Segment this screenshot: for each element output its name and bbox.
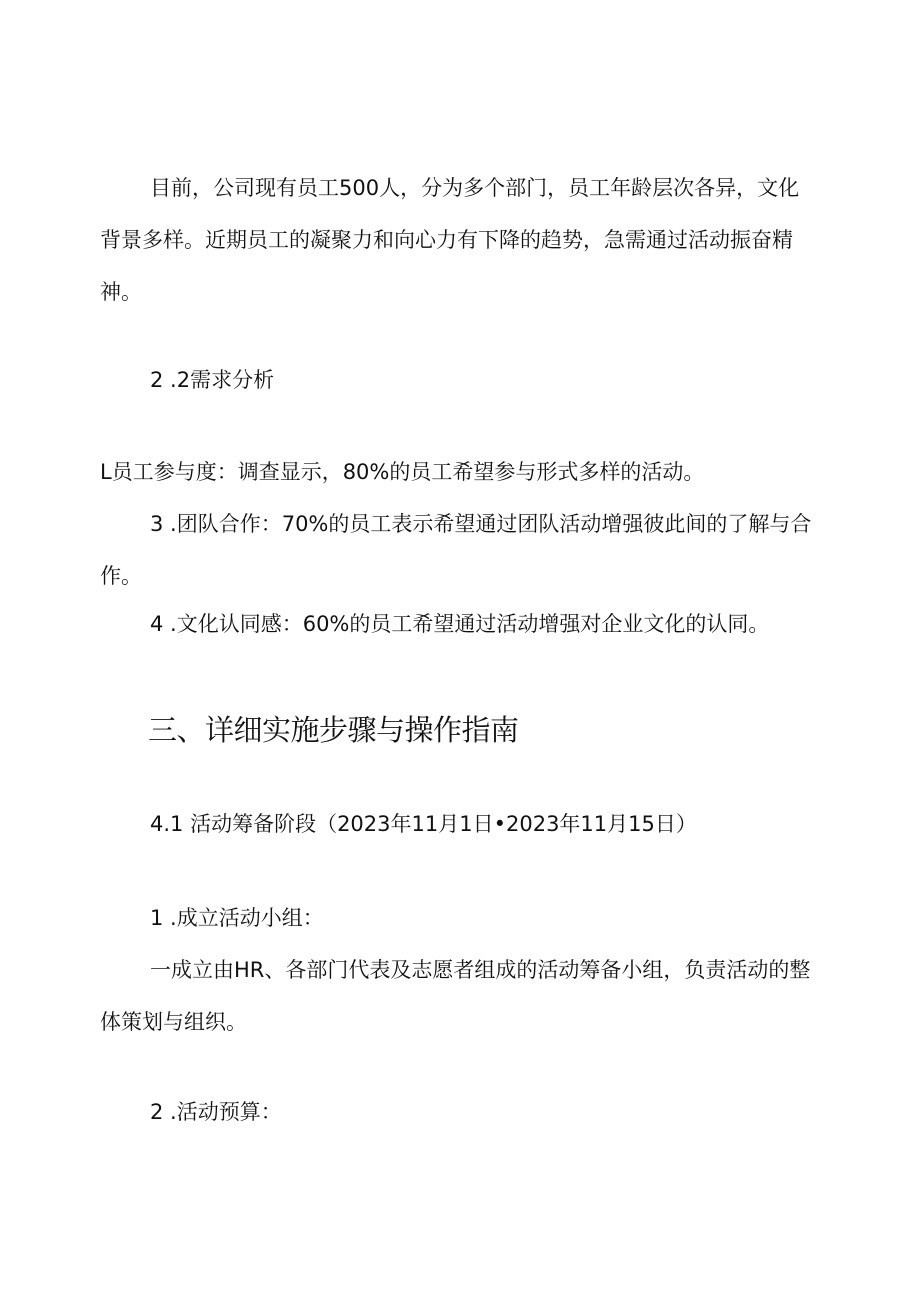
section-4-1-title: 4.1 活动筹备阶段（2023年11月1日•2023年11月15日） <box>150 812 697 836</box>
paragraph-background: 目前，公司现有员工500人，分为多个部门，员工年龄层次各异，文化背景多样。近期员工的凝聚力和向心力有下降的趋势，急需通过活动振奋精神。 <box>100 176 800 304</box>
step-1-detail: 一成立由HR、各部门代表及志愿者组成的活动筹备小组，负责活动的整体策划与组织。 <box>100 958 811 1034</box>
section-2-2-title: 2 .2需求分析 <box>150 368 275 392</box>
step-1-title: 1 .成立活动小组： <box>150 906 324 930</box>
step-2-title: 2 .活动预算： <box>150 1100 282 1124</box>
list-item-participation: L员工参与度：调查显示，80%的员工希望参与形式多样的活动。 <box>100 460 705 484</box>
list-item-culture: 4 .文化认同感：60%的员工希望通过活动增强对企业文化的认同。 <box>150 612 770 636</box>
section-3-heading: 三、详细实施步骤与操作指南 <box>148 713 519 747</box>
list-item-teamwork: 3 .团队合作：70%的员工表示希望通过团队活动增强彼此间的了解与合作。 <box>100 512 812 588</box>
